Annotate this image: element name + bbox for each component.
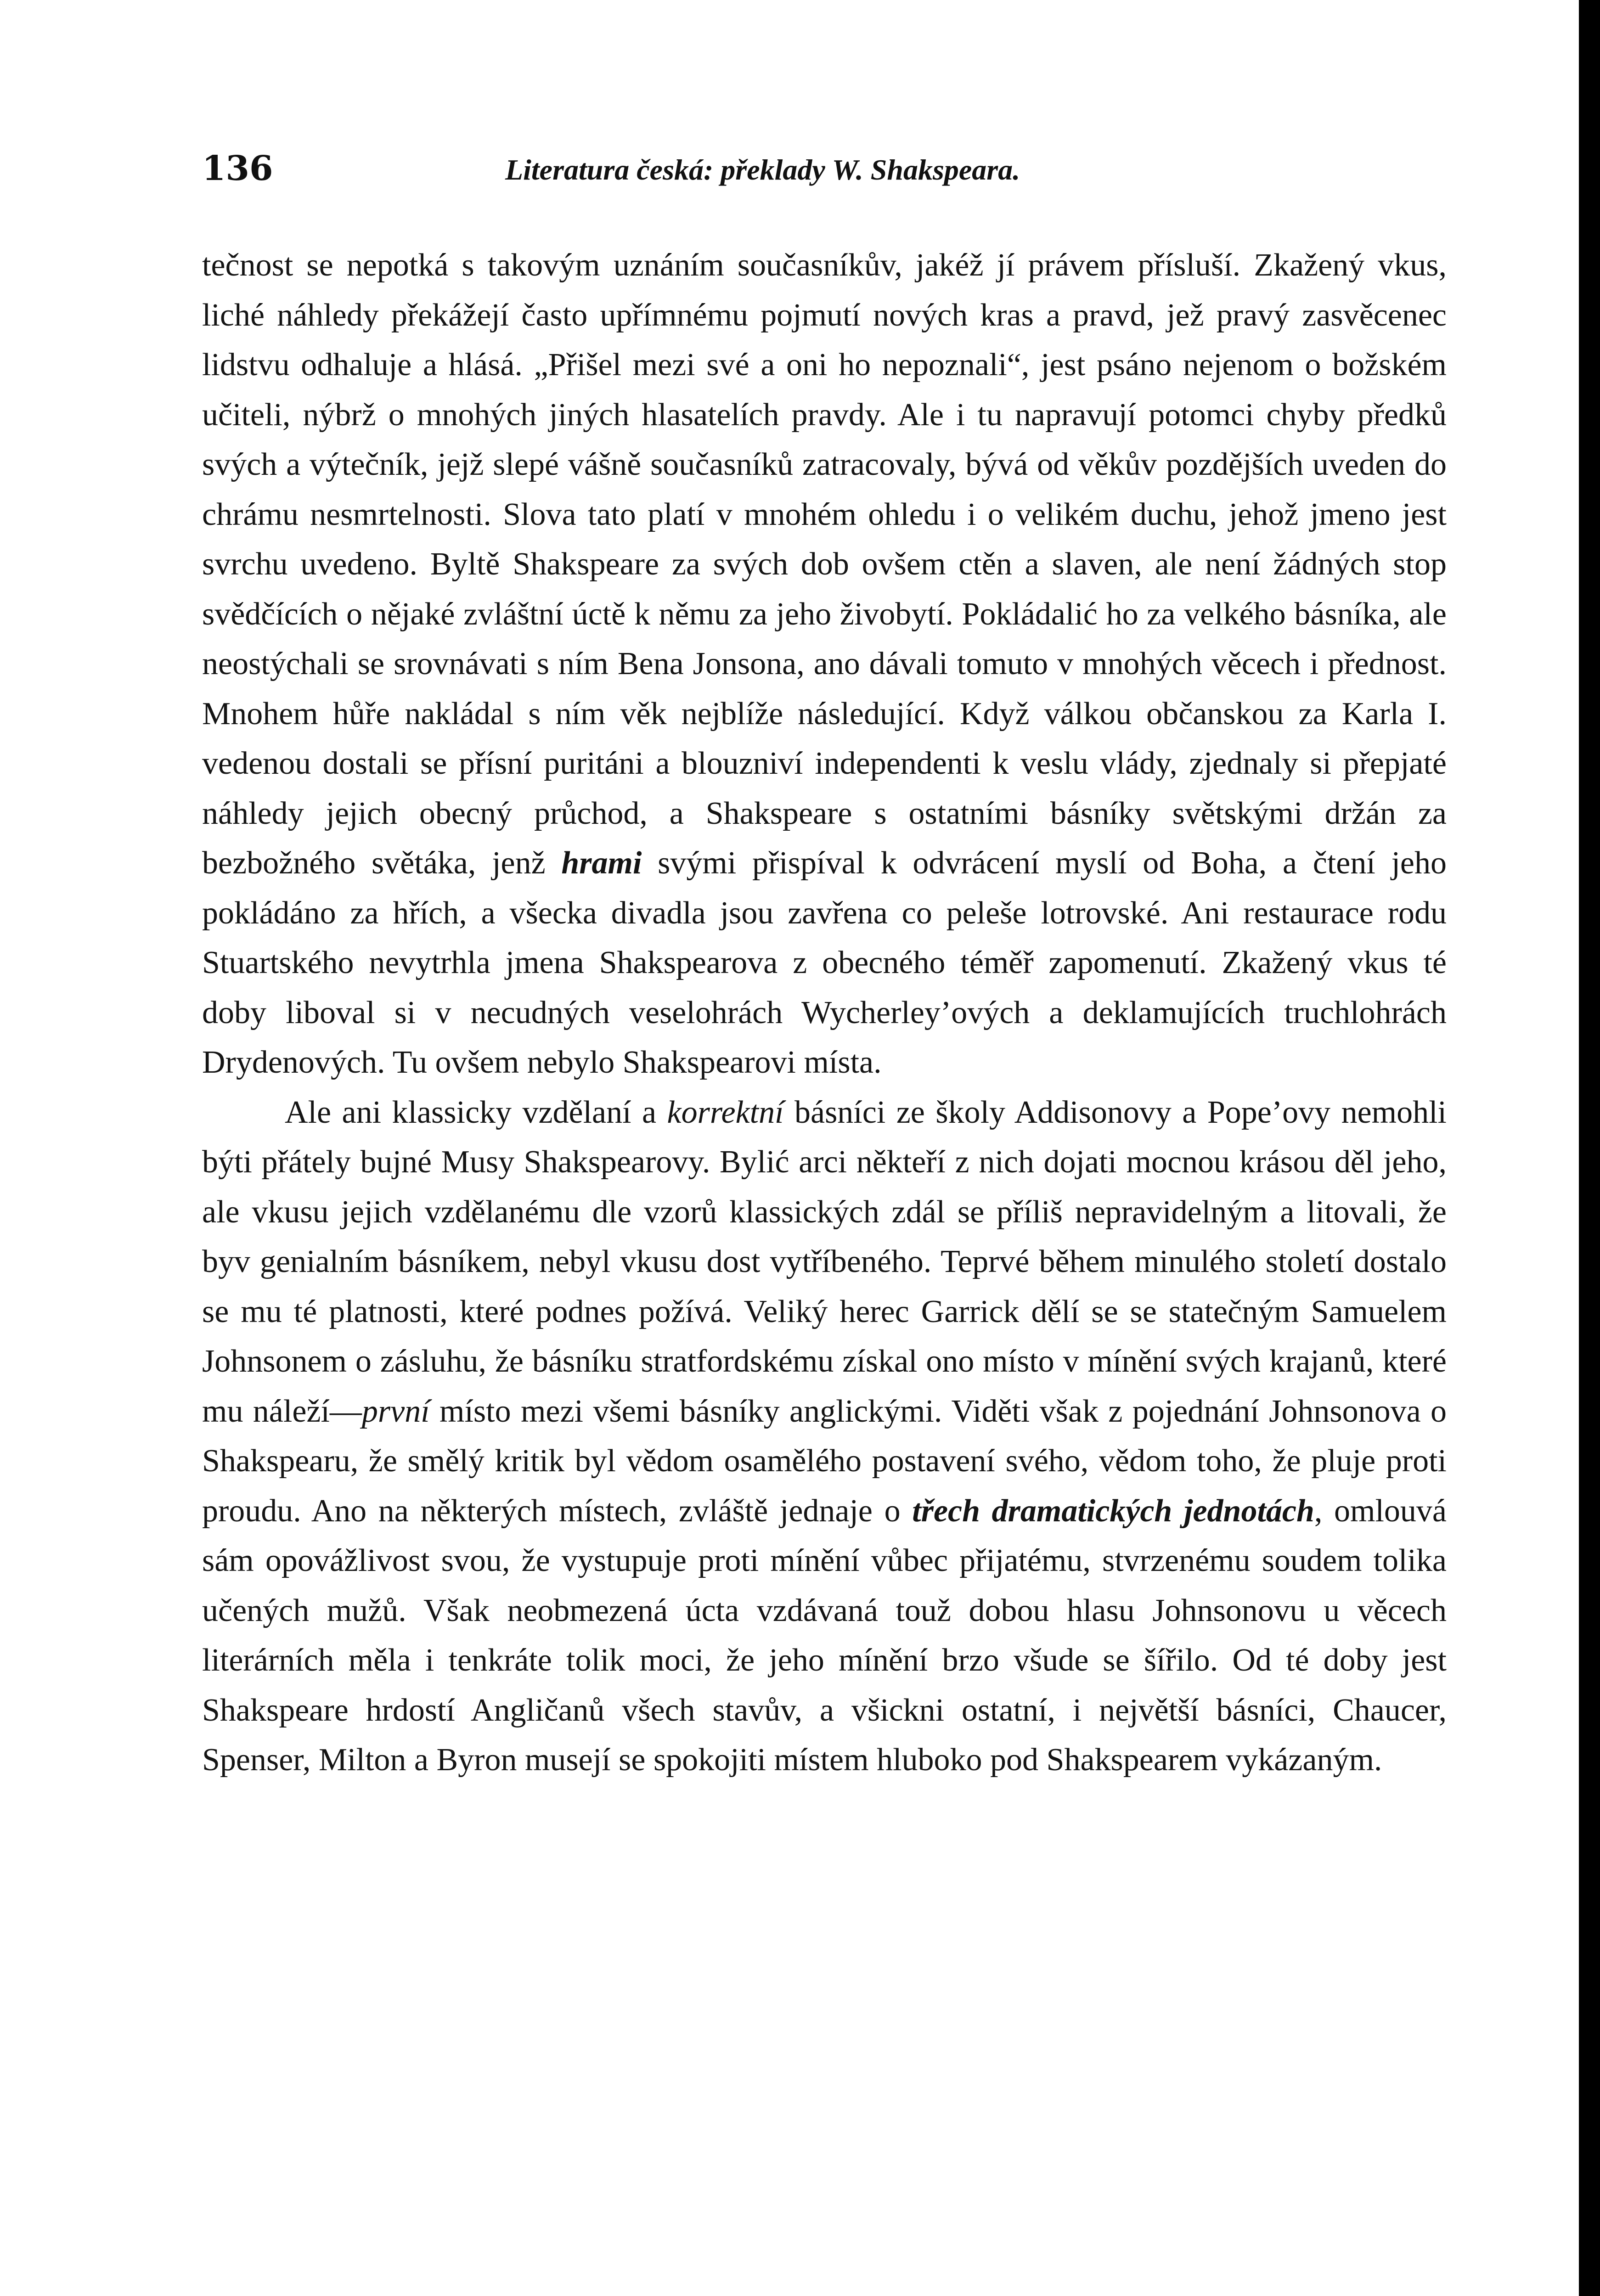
emphasis-hrami: hrami — [561, 845, 642, 881]
running-header — [202, 142, 1447, 207]
emphasis-dramatic-unities: třech dramatických jednotách — [912, 1493, 1314, 1529]
paragraph-2-text-a: Ale ani klassicky vzdělaní a — [285, 1094, 667, 1130]
paragraph-2-text-b: básníci ze školy Addisonovy a Pope’ovy nemohli býti přátely bujné Musy Shakspearovy. Bylić arci někteří z nich dojati mocnou krásou děl jeho, ale vkusu jejich vzdělanému dle vzorů klassických zdál se příliš nepravidelným a litovali, že byv genialním básníkem, nebyl vkusu dost vytříbeného. Teprvé během minulého století dostalo se mu té platnosti, které podnes požívá. Veliký herec Garrick dělí se se statečným Samuelem Johnsonem o zásluhu, že básníku stratfordskému získal ono místo v mínění svých krajanů, které mu náleží— — [202, 1094, 1447, 1429]
paragraph-1 — [202, 241, 1447, 1088]
paragraph-1-text-a: tečnost se nepotká s takovým uznáním současníkův, jakéž jí právem přísluší. Zkažený vkus, liché náhledy překážejí často upřímnému pojmutí nových kras a pravd, jež pravý zasvěcenec lidstvu odhaluje a hlásá. „Přišel mezi své a oni ho nepoznali“, jest psáno nejenom o božském učiteli, nýbrž o mnohých jiných hlasatelích pravdy. Ale i tu napravují potomci chyby předků svých a výtečník, jejž slepé vášně současníků zatracovaly, bývá od věkův pozdějších uveden do chrámu nesmrtelnosti. Slova tato platí v mnohém ohledu i o velikém duchu, jehož jmeno jest svrchu uvedeno. Byltě Shakspeare za svých dob ovšem ctěn a slaven, ale není žádných stop svědčících o nějaké zvláštní úctě k němu za jeho živobytí. Pokládalić ho za velkého básníka, ale neostýchali se srovnávati s ním Bena Jonsona, ano dávali tomuto v mnohých věcech i přednost. Mnohem hůře nakládal s ním věk nejblíže následující. Když válkou občanskou za Karla I. vedenou dostali se přísní puritáni a blouzniví independenti k veslu vlády, zjednaly si přepjaté náhledy jejich obecný průchod, a Shakspeare s ostatními básníky světskými držán za bezbožného světáka, jenž — [202, 248, 1447, 881]
scan-border — [1579, 0, 1600, 2296]
paragraph-1-text-b: svými přispíval k odvrácení myslí od Boha, a čtení jeho pokládáno za hřích, a všecka divadla jsou zavřena co peleše lotrovské. Ani restaurace rodu Stuartského nevytrhla jmena Shakspearova z obecného téměř zapomenutí. Zkažený vkus té doby liboval si v necudných veselohrách Wycherley’ových a deklamujících truchlohrách Drydenových. Tu ovšem nebylo Shakspearovi místa. — [202, 845, 1447, 1080]
book-page — [202, 142, 1447, 1785]
paragraph-2-text-c: místo mezi všemi básníky anglickými. Viděti však z pojednání Johnsonova o Shakspearu, že smělý kritik byl vědom osamělého postavení svého, vědom toho, že pluje proti proudu. Ano na některých místech, zvláště jednaje o — [202, 1393, 1447, 1529]
body-text — [202, 241, 1447, 1785]
page-number: 136 — [202, 149, 273, 188]
running-title: Literatura česká: překlady W. Shakspeara. — [505, 153, 1020, 186]
emphasis-prvni: první — [361, 1393, 430, 1429]
paragraph-2 — [202, 1088, 1447, 1785]
paragraph-2-text-d: , omlouvá sám opovážlivost svou, že vystupuje proti mínění vůbec přijatému, stvrzenému soudem tolika učených mužů. Však neobmezená úcta vzdávaná touž dobou hlasu Johnsonovu u věcech literárních měla i tenkráte tolik moci, že jeho mínění brzo všude se šířilo. Od té doby jest Shakspeare hrdostí Angličanů všech stavův, a všickni ostatní, i největší básníci, Chaucer, Spenser, Milton a Byron musejí se spokojiti místem hluboko pod Shakspearem vykázaným. — [202, 1493, 1447, 1778]
emphasis-korrektni: korrektní — [667, 1094, 784, 1130]
